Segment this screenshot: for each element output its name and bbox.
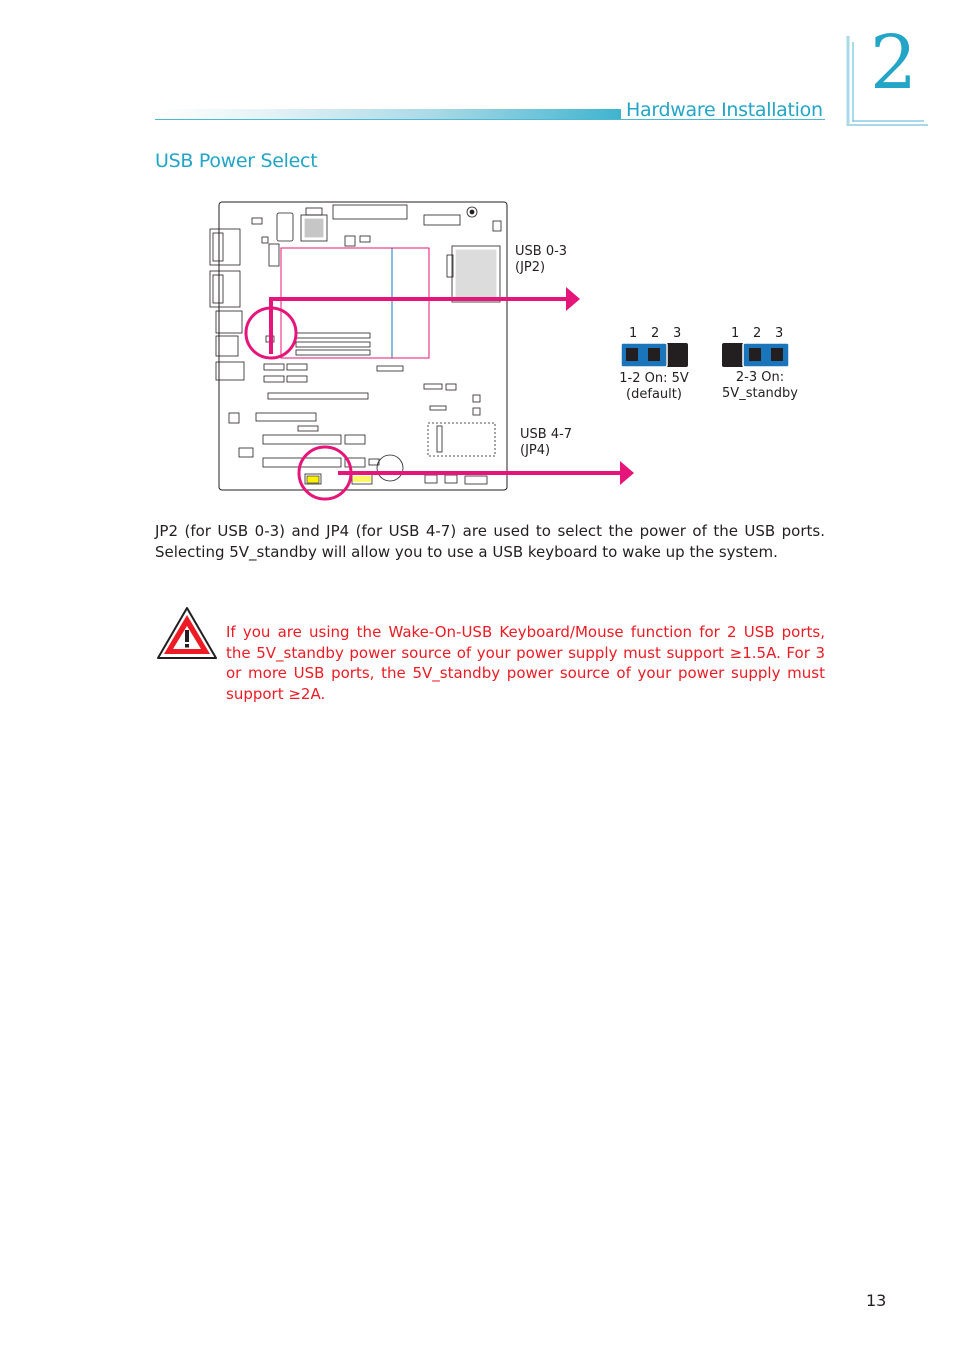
jumper-a-pin-1: 1 xyxy=(629,326,638,341)
warning-text: If you are using the Wake-On-USB Keyboard/Mouse function for 2 USB ports, the 5V_standby power source of your power supply must support ≥1.5A. For 3 or more USB ports, the 5V_standby power source of your power supply must support ≥2A. xyxy=(226,623,825,703)
jumper-b-caption-1: 2-3 On: xyxy=(735,370,785,385)
label-jp2: (JP2) xyxy=(515,260,546,275)
jumper-a-caption-2: (default) xyxy=(626,387,682,402)
jumper-a-pin-3: 3 xyxy=(673,326,682,341)
jumper-5v-standby xyxy=(722,343,789,367)
chapter-number: 2 xyxy=(870,20,918,106)
jumper-5v-default xyxy=(621,343,688,367)
body-paragraph: JP2 (for USB 0-3) and JP4 (for USB 4-7) are used to select the power of the USB ports. Selecting 5V_standby will allow you to use a USB keyboard to wake up the system. xyxy=(155,522,825,561)
label-usb-0-3: USB 0-3 xyxy=(515,244,568,259)
section-title: USB Power Select xyxy=(155,150,318,172)
header-title: Hardware Installation xyxy=(626,99,823,121)
jumper-a-pin-2: 2 xyxy=(651,326,660,341)
page-number: 13 xyxy=(866,1291,887,1310)
jumper-b-caption-2: 5V_standby xyxy=(722,386,798,401)
jumper-b-pin-2: 2 xyxy=(753,326,762,341)
jumper-a-caption-1: 1-2 On: 5V xyxy=(619,371,689,386)
label-jp4: (JP4) xyxy=(520,443,551,458)
label-usb-4-7: USB 4-7 xyxy=(520,427,573,442)
jumper-b-pin-1: 1 xyxy=(731,326,740,341)
jumper-b-pin-3: 3 xyxy=(775,326,784,341)
motherboard-diagram xyxy=(0,0,954,520)
warning-triangle-icon xyxy=(156,606,218,660)
